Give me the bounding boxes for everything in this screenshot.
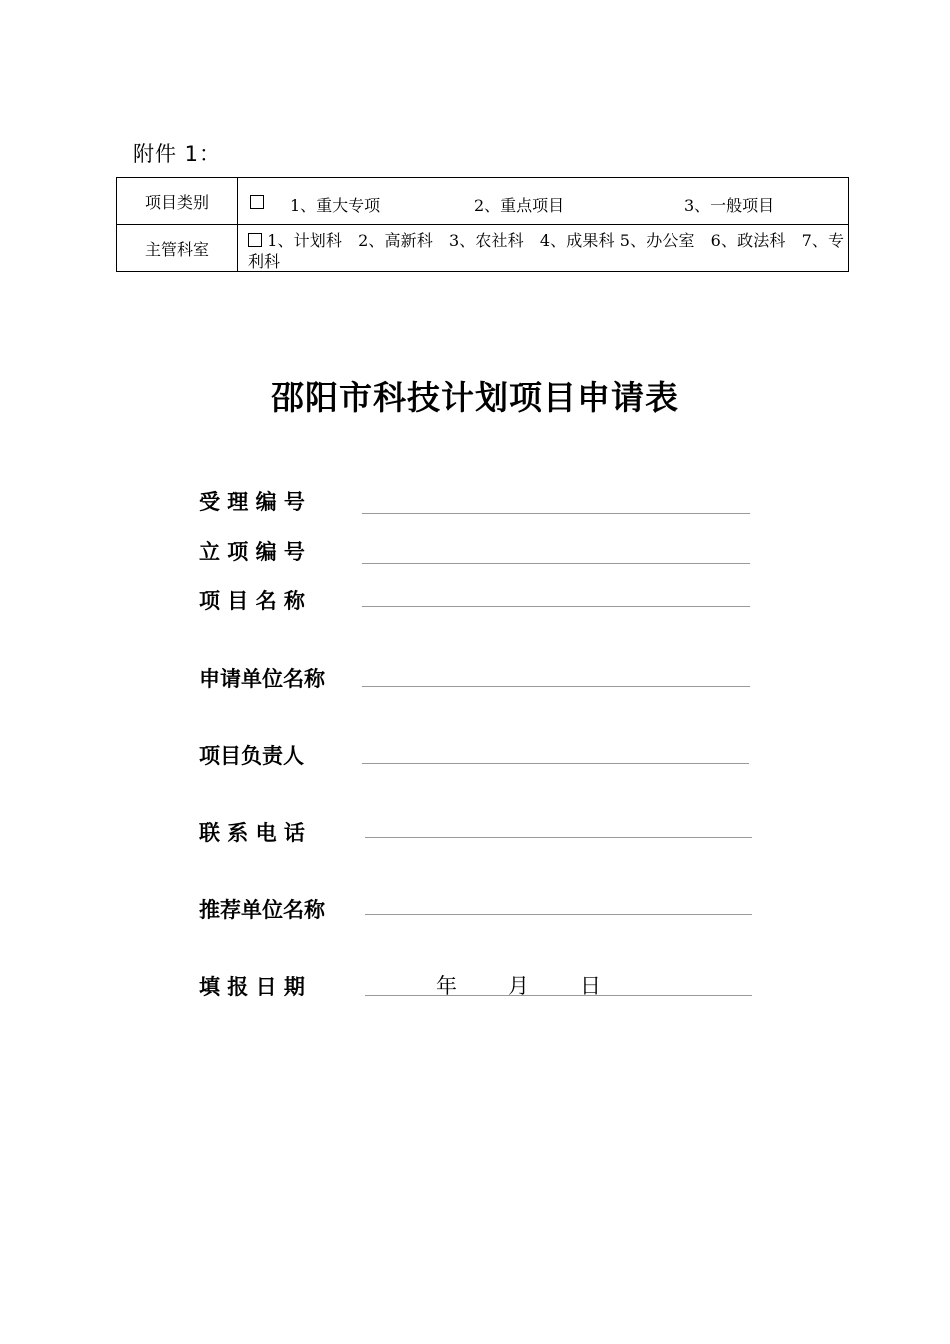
accept-no-label: 受 理 编 号 (199, 490, 305, 514)
attachment-label: 附件 1： (133, 142, 222, 166)
day-unit: 日 (580, 974, 601, 998)
option-major-project[interactable]: 1、重大专项 (290, 196, 381, 215)
month-unit: 月 (508, 974, 529, 998)
applicant-unit-label: 申请单位名称 (199, 667, 325, 691)
project-no-label: 立 项 编 号 (199, 540, 305, 564)
department-options-text[interactable]: 1、计划科 2、高新科 3、农社科 4、成果科 5、办公室 6、政法科 7、专利科 (248, 231, 844, 271)
phone-label: 联 系 电 话 (199, 821, 305, 845)
project-category-row (117, 178, 849, 225)
project-name-field[interactable] (362, 606, 750, 607)
department-label: 主管科室 (117, 225, 238, 272)
category-table (116, 177, 849, 272)
department-row (117, 225, 849, 272)
project-category-options (238, 178, 849, 225)
phone-field[interactable] (365, 837, 752, 838)
department-checkbox[interactable] (248, 233, 262, 247)
project-no-field[interactable] (362, 563, 750, 564)
recommend-unit-field[interactable] (365, 914, 752, 915)
project-leader-field[interactable] (362, 763, 749, 764)
page-title: 邵阳市科技计划项目申请表 (271, 378, 679, 417)
fill-date-label: 填 报 日 期 (199, 975, 305, 999)
recommend-unit-label: 推荐单位名称 (199, 898, 325, 922)
applicant-unit-field[interactable] (362, 686, 750, 687)
project-category-checkbox[interactable] (250, 195, 264, 209)
option-key-project[interactable]: 2、重点项目 (474, 196, 565, 215)
accept-no-field[interactable] (362, 513, 750, 514)
fill-date-field[interactable] (365, 995, 752, 996)
project-category-label: 项目类别 (117, 178, 238, 225)
option-general-project[interactable]: 3、一般项目 (684, 196, 775, 215)
project-name-label: 项 目 名 称 (199, 589, 305, 613)
department-options (238, 225, 849, 272)
project-leader-label: 项目负责人 (199, 744, 304, 768)
year-unit: 年 (436, 974, 457, 998)
